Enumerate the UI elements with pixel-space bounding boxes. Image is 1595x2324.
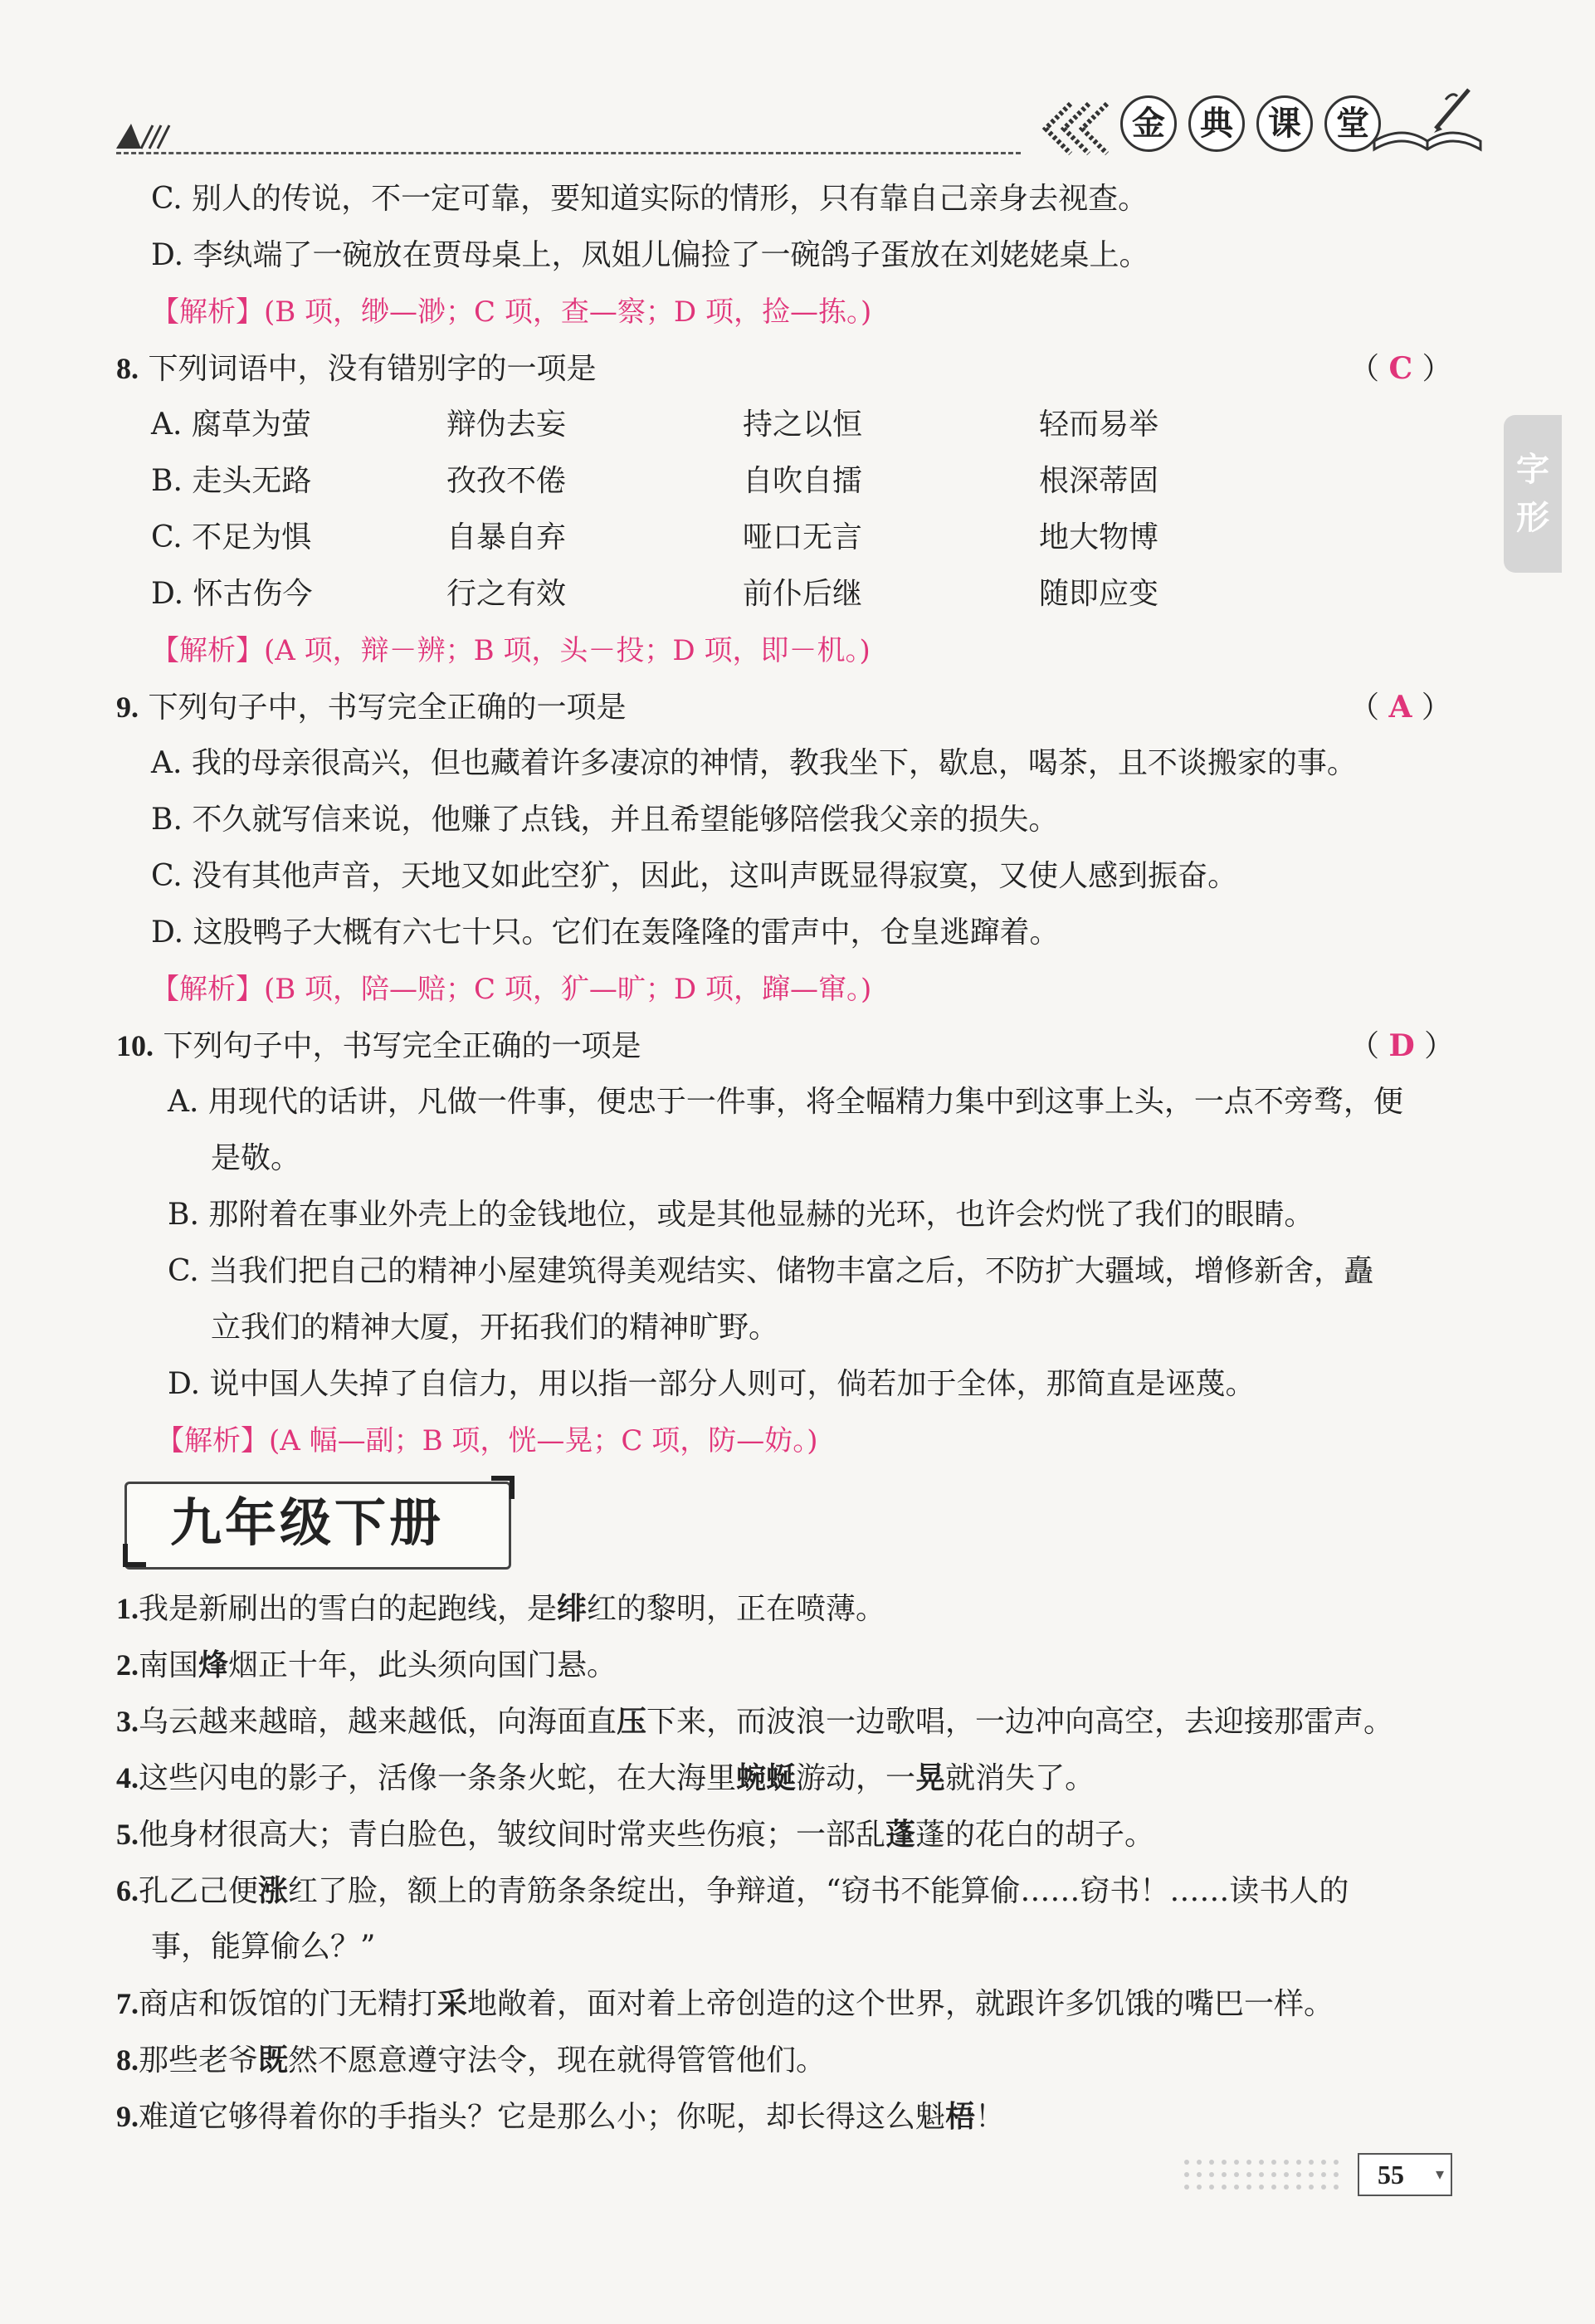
q8-row-b-2: 孜孜不倦 bbox=[446, 464, 567, 498]
item-key-char: 采 bbox=[437, 1986, 468, 2021]
item-7 bbox=[116, 1985, 1334, 2023]
item-key-char: 蓬 bbox=[885, 1817, 916, 1852]
side-tab-char: 字 bbox=[1516, 451, 1549, 489]
q8-row-a-1: A. 腐草为萤 bbox=[151, 408, 311, 442]
q10-option-c-line1: C. 当我们把自己的精神小屋建筑得美观结实、储物丰富之后，不防扩大疆域，增修新舍，矗 bbox=[168, 1254, 1374, 1288]
q8-row-c-2: 自暴自弃 bbox=[446, 520, 567, 554]
item-number: 9. bbox=[116, 2100, 139, 2133]
item-8 bbox=[116, 2042, 826, 2079]
item-key-char: 绯 bbox=[557, 1591, 588, 1626]
item-text: 然不愿意遵守法令，现在就得管管他们。 bbox=[288, 2043, 827, 2077]
side-tab bbox=[1504, 415, 1562, 573]
brand-char: 典 bbox=[1188, 95, 1245, 152]
corner-bracket-icon bbox=[123, 1544, 146, 1567]
item-key-char: 既 bbox=[258, 2043, 289, 2077]
item-3 bbox=[116, 1703, 1393, 1741]
item-5 bbox=[116, 1816, 1154, 1853]
item-text: 事，能算偷么？” bbox=[151, 1930, 376, 1964]
item-text: 下来，而波浪一边歌唱，一边冲向高空，去迎接那雷声。 bbox=[646, 1705, 1394, 1739]
item-number: 1. bbox=[116, 1592, 139, 1625]
item-number: 8. bbox=[116, 2043, 139, 2077]
q8-row-b-3: 自吹自擂 bbox=[743, 464, 863, 498]
answer-letter: C bbox=[1388, 351, 1413, 386]
item-1 bbox=[116, 1590, 885, 1628]
q8-row-c-3: 哑口无言 bbox=[743, 520, 863, 554]
q8-row-d-2: 行之有效 bbox=[446, 577, 567, 611]
q9-option-c: C. 没有其他声音，天地又如此空犷，因此，这叫声既显得寂寞，又使人感到振奋。 bbox=[151, 859, 1238, 893]
item-text: 乌云越来越暗，越来越低，向海面直 bbox=[139, 1705, 617, 1739]
answer-letter: A bbox=[1388, 690, 1412, 725]
q7-option-c: C. 别人的传说，不一定可靠，要知道实际的情形，只有靠自己亲身去视查。 bbox=[151, 182, 1149, 216]
question-text: 下列句子中，书写完全正确的一项是 bbox=[163, 1029, 641, 1063]
item-text: 那些老爷 bbox=[139, 2043, 259, 2077]
question-number: 9. bbox=[116, 691, 139, 724]
q8-row-a-4: 轻而易举 bbox=[1039, 408, 1159, 442]
triangle-decoration-icon bbox=[116, 120, 174, 150]
page-number-box bbox=[1358, 2153, 1452, 2196]
item-6 bbox=[116, 1872, 1349, 1910]
q8-row-c-4: 地大物博 bbox=[1039, 520, 1159, 554]
item-number: 3. bbox=[116, 1705, 139, 1738]
q10-option-a-line2: 是敬。 bbox=[211, 1141, 301, 1175]
q8-row-a-2: 辩伪去妄 bbox=[446, 408, 567, 442]
q10-option-d: D. 说中国人失掉了自信力，用以指一部分人则可，倘若加于全体，那简直是诬蔑。 bbox=[168, 1367, 1256, 1401]
item-text: 红了脸，额上的青筋条条绽出，争辩道，“窃书不能算偷……窃书！……读书人的 bbox=[288, 1874, 1349, 1908]
item-9 bbox=[116, 2098, 1005, 2136]
q10-analysis: 【解析】(A 幅—副；B 项，恍—晃；C 项，防—妨。) bbox=[156, 1424, 818, 1457]
item-text: 烟正十年，此头须向国门悬。 bbox=[228, 1648, 617, 1682]
item-text: 游动，一 bbox=[796, 1761, 916, 1795]
section-title: 九年级下册 bbox=[170, 1492, 445, 1553]
paren: （ bbox=[1349, 1029, 1380, 1063]
brand-char: 课 bbox=[1256, 95, 1313, 152]
item-text: 就消失了。 bbox=[945, 1761, 1095, 1795]
item-key-char: 晃 bbox=[915, 1760, 946, 1795]
q10-option-b: B. 那附着在事业外壳上的金钱地位，或是其他显赫的光环，也许会灼恍了我们的眼睛。 bbox=[168, 1198, 1315, 1232]
q8-row-d-4: 随即应变 bbox=[1039, 577, 1159, 611]
item-text: 红的黎明，正在喷薄。 bbox=[587, 1592, 886, 1626]
q9-analysis: 【解析】(B 项，陪—赔；C 项，犷—旷；D 项，蹿—窜。) bbox=[151, 973, 872, 1006]
item-text: 我是新刷出的雪白的起跑线，是 bbox=[139, 1592, 558, 1626]
q7-analysis: 【解析】(B 项，缈—渺；C 项，查—察；D 项，捡—拣。) bbox=[151, 295, 872, 329]
q9-option-a: A. 我的母亲很高兴，但也藏着许多凄凉的神情，教我坐下，歇息，喝茶，且不谈搬家的事。 bbox=[151, 746, 1357, 780]
corner-bracket-icon bbox=[491, 1476, 515, 1499]
item-key-char: 烽 bbox=[198, 1648, 229, 1682]
q8-row-d-1: D. 怀古伤今 bbox=[151, 577, 313, 611]
item-number: 2. bbox=[116, 1648, 139, 1682]
item-number: 7. bbox=[116, 1987, 139, 2020]
q8-row-d-3: 前仆后继 bbox=[743, 577, 863, 611]
item-number: 5. bbox=[116, 1818, 139, 1851]
question-text: 下列词语中，没有错别字的一项是 bbox=[148, 352, 597, 386]
item-text: 地敞着，面对着上帝创造的这个世界，就跟许多饥饿的嘴巴一样。 bbox=[467, 1987, 1334, 2021]
paren: ） bbox=[1421, 691, 1451, 725]
brand-char: 金 bbox=[1120, 95, 1177, 152]
page-number: 55 bbox=[1378, 2160, 1404, 2190]
item-key-char: 梧 bbox=[945, 2099, 976, 2134]
paren: ） bbox=[1424, 1029, 1455, 1063]
item-2 bbox=[116, 1647, 617, 1684]
q8-answer bbox=[1349, 350, 1452, 388]
paren: （ bbox=[1349, 352, 1380, 386]
q10-option-c-line2: 立我们的精神大厦，开拓我们的精神旷野。 bbox=[211, 1311, 779, 1345]
brand-title bbox=[1120, 95, 1381, 152]
item-6-continued bbox=[151, 1929, 375, 1965]
open-book-icon bbox=[1369, 83, 1485, 158]
header-dashed-rule bbox=[116, 152, 1021, 154]
q10-answer bbox=[1349, 1028, 1454, 1065]
q8-row-b-4: 根深蒂固 bbox=[1039, 464, 1159, 498]
item-text: 这些闪电的影子，活像一条条火蛇，在大海里 bbox=[139, 1761, 737, 1795]
q8-row-c-1: C. 不足为惧 bbox=[151, 520, 312, 554]
q9-stem bbox=[116, 689, 626, 726]
item-text: 孔乙己便 bbox=[139, 1874, 259, 1908]
page-marker-icon: ▾ bbox=[1435, 2165, 1444, 2184]
q7-option-d: D. 李纨端了一碗放在贾母桌上，凤姐儿偏捡了一碗鸽子蛋放在刘姥姥桌上。 bbox=[151, 238, 1149, 272]
item-text: ！ bbox=[975, 2100, 1006, 2134]
answer-letter: D bbox=[1388, 1028, 1415, 1063]
question-number: 10. bbox=[116, 1029, 154, 1062]
q8-row-b-1: B. 走头无路 bbox=[151, 464, 312, 498]
q8-stem bbox=[116, 350, 596, 388]
paren: ） bbox=[1422, 352, 1452, 386]
q10-option-a-line1: A. 用现代的话讲，凡做一件事，便忠于一件事，将全幅精力集中到这事上头，一点不旁骛，便 bbox=[168, 1085, 1403, 1119]
brand-char: 堂 bbox=[1324, 95, 1381, 152]
item-text: 蓬的花白的胡子。 bbox=[915, 1818, 1155, 1852]
item-number: 4. bbox=[116, 1761, 139, 1794]
question-number: 8. bbox=[116, 352, 139, 385]
q10-stem bbox=[116, 1028, 641, 1065]
side-tab-char: 形 bbox=[1516, 499, 1549, 537]
item-text: 难道它够得着你的手指头？它是那么小；你呢，却长得这么魁 bbox=[139, 2100, 946, 2134]
paren: （ bbox=[1349, 691, 1380, 725]
item-text: 他身材很高大；青白脸色，皱纹间时常夹些伤痕；一部乱 bbox=[139, 1818, 886, 1852]
question-text: 下列句子中，书写完全正确的一项是 bbox=[148, 691, 627, 725]
item-4 bbox=[116, 1760, 1095, 1797]
q8-analysis: 【解析】(A 项，辩－辨；B 项，头－投；D 项，即－机。) bbox=[151, 634, 871, 667]
dot-pattern-decoration bbox=[1178, 2154, 1344, 2195]
chevron-left-icon bbox=[1037, 100, 1112, 158]
item-text: 南国 bbox=[139, 1648, 199, 1682]
q9-answer bbox=[1349, 689, 1451, 726]
q9-option-d: D. 这股鸭子大概有六七十只。它们在轰隆隆的雷声中，仓皇逃蹿着。 bbox=[151, 915, 1060, 950]
q8-row-a-3: 持之以恒 bbox=[743, 408, 863, 442]
item-text: 商店和饭馆的门无精打 bbox=[139, 1987, 438, 2021]
q9-option-b: B. 不久就写信来说，他赚了点钱，并且希望能够陪偿我父亲的损失。 bbox=[151, 803, 1059, 837]
item-key-char: 压 bbox=[617, 1704, 647, 1739]
item-key-char: 蜿蜒 bbox=[736, 1760, 797, 1795]
item-number: 6. bbox=[116, 1874, 139, 1907]
item-key-char: 涨 bbox=[258, 1873, 289, 1908]
